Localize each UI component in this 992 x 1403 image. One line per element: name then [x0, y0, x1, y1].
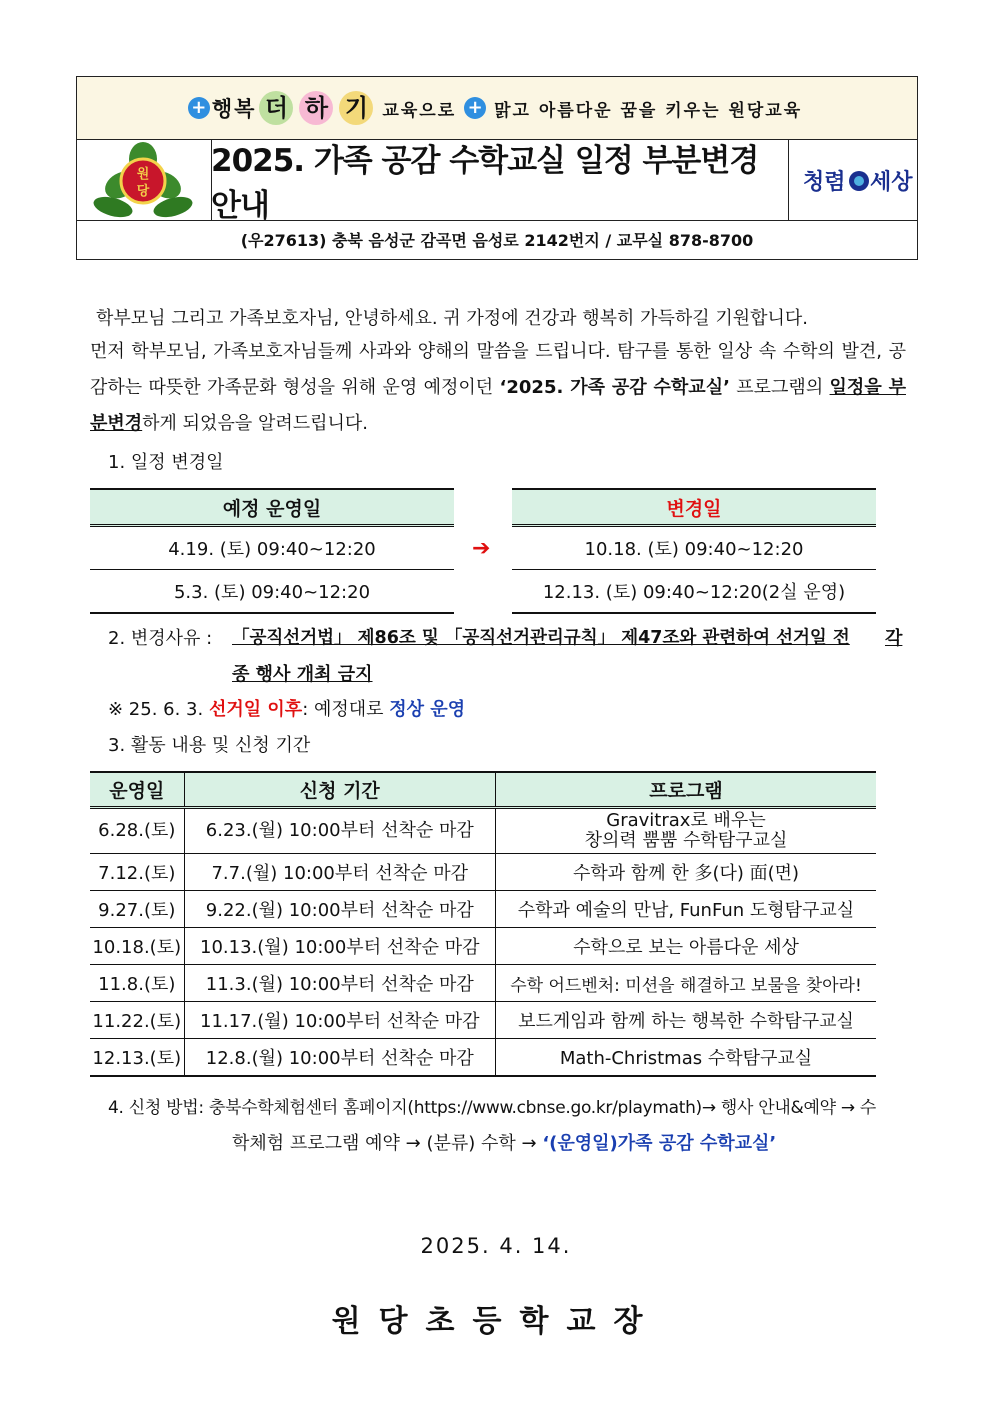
- school-address: (우27613) 충북 음성군 감곡면 음성로 2142번지 / 교무실 878-8700: [240, 230, 754, 250]
- cell-period: 12.8.(월) 10:00부터 선착순 마감: [184, 1039, 495, 1077]
- table-row: [90, 1039, 876, 1077]
- note-blue: 정상 운영: [389, 699, 466, 720]
- highlight-change: 일정을 부분변경: [90, 377, 906, 434]
- cell-program: 수학 어드벤처: 미션을 해결하고 보물을 찾아라!: [496, 965, 877, 1002]
- intro-text-end: 하게 되었음을 알려드립니다.: [142, 413, 368, 434]
- cell-date: 10.18.(토): [90, 928, 184, 965]
- planned-header: 예정 운영일: [90, 489, 454, 526]
- apply-method-line-2: [232, 1129, 776, 1155]
- arrow-right-icon: ➔: [472, 536, 491, 561]
- election-note: [108, 695, 465, 721]
- note-red: 선거일 이후: [208, 699, 303, 720]
- school-logo: [77, 139, 212, 220]
- cell-period: 9.22.(월) 10:00부터 선착순 마감: [184, 891, 495, 928]
- cell-date: 11.22.(토): [90, 1002, 184, 1039]
- plus-icon: +: [188, 97, 210, 119]
- cell-date: 6.28.(토): [90, 808, 184, 854]
- cell-program: [496, 808, 877, 854]
- cell-date: 7.12.(토): [90, 854, 184, 891]
- signature: 원당초등학교장: [331, 1304, 661, 1339]
- col-header-program: 프로그램: [496, 772, 877, 808]
- apply-method-line-1: 4. 신청 방법: 충북수학체험센터 홈페이지(https://www.cbnse.go.kr/playmath)→ 행사 안내&예약 → 수: [108, 1098, 876, 1118]
- table-row: [90, 808, 876, 854]
- table-row: [90, 854, 876, 891]
- section3-title: 3. 활동 내용 및 신청 기간: [108, 735, 311, 756]
- cell-program: 수학과 예술의 만남, FunFun 도형탐구교실: [496, 891, 877, 928]
- planned-date: 4.19. (토) 09:40~12:20: [90, 526, 454, 570]
- cell-program-line2: 창의력 뿜뿜 수학탐구교실: [584, 830, 788, 851]
- col-header-date: 운영일: [90, 772, 184, 808]
- integrity-mark: [788, 139, 917, 220]
- note-prefix: ※ 25. 6. 3.: [108, 699, 204, 720]
- section1-title: 1. 일정 변경일: [108, 452, 224, 473]
- table-row: [90, 891, 876, 928]
- slogan-char-ha: 하: [299, 91, 333, 125]
- slogan-char-gi: 기: [339, 91, 373, 125]
- changed-schedule-table: [512, 488, 876, 614]
- planned-schedule-table: [90, 488, 454, 614]
- title-row: [77, 139, 917, 224]
- logo-char-1: 원: [136, 167, 150, 182]
- cell-date: 12.13.(토): [90, 1039, 184, 1077]
- reason-line-1: 「공직선거법」 제86조 및 「공직선거관리규칙」 제47조와 관련하여 선거일 전: [232, 628, 850, 648]
- apply-line2-prefix: 학체험 프로그램 예약 → (분류) 수학 →: [232, 1133, 537, 1154]
- slogan-middle: 교육으로: [382, 100, 457, 121]
- slogan-banner: [77, 77, 917, 140]
- table-row: [90, 1002, 876, 1039]
- planned-date: 5.3. (토) 09:40~12:20: [90, 570, 454, 614]
- changed-date: 12.13. (토) 09:40~12:20(2실 운영): [512, 570, 876, 614]
- slogan-suffix: 맑고 아름다운 꿈을 키우는 원당교육: [494, 100, 803, 121]
- activity-table: [90, 771, 876, 1077]
- changed-date: 10.18. (토) 09:40~12:20: [512, 526, 876, 570]
- plus-icon: +: [464, 97, 486, 119]
- changed-header: 변경일: [512, 489, 876, 526]
- mark-text-1: 청렴: [803, 170, 846, 195]
- program-name: ‘2025. 가족 공감 수학교실’: [499, 377, 730, 398]
- cell-period: 11.3.(월) 10:00부터 선착순 마감: [184, 965, 495, 1002]
- mark-text-2: 세상: [870, 170, 913, 195]
- section2-label: 2. 변경사유 :: [108, 628, 213, 649]
- apply-line2-blue: ‘(운영일)가족 공감 수학교실’: [542, 1133, 777, 1154]
- cell-period: 10.13.(월) 10:00부터 선착순 마감: [184, 928, 495, 965]
- cell-program: 수학으로 보는 아름다운 세상: [496, 928, 877, 965]
- cell-program: 수학과 함께 한 多(다) 面(면): [496, 854, 877, 891]
- intro-text-2: 프로그램의: [729, 377, 830, 398]
- cell-period: 6.23.(월) 10:00부터 선착순 마감: [184, 808, 495, 854]
- reason-line-1-end: 각: [885, 628, 903, 649]
- slogan-prefix: 행복: [211, 97, 257, 121]
- col-header-period: 신청 기간: [184, 772, 495, 808]
- intro-paragraph: [90, 334, 906, 442]
- cell-program: Math-Christmas 수학탐구교실: [496, 1039, 877, 1077]
- cell-date: 11.8.(토): [90, 965, 184, 1002]
- slogan-char-deo: 더: [259, 91, 293, 125]
- letterhead: [76, 76, 918, 260]
- reason-line-2: 종 행사 개최 금지: [232, 664, 373, 685]
- note-mid: : 예정대로: [302, 699, 384, 720]
- table-row: [90, 965, 876, 1002]
- school-emblem-icon: [77, 139, 211, 220]
- table-row: [90, 928, 876, 965]
- document-date: 2025. 4. 14.: [420, 1234, 572, 1258]
- cell-period: 11.17.(월) 10:00부터 선착순 마감: [184, 1002, 495, 1039]
- logo-char-2: 당: [136, 184, 150, 199]
- greeting-line: 학부모님 그리고 가족보호자님, 안녕하세요. 귀 가정에 건강과 행복히 가득하길 기원합니다.: [96, 308, 809, 329]
- integrity-logo-icon: [789, 139, 917, 220]
- cell-program-line1: Gravitrax로 배우는: [606, 810, 766, 831]
- intro-text: 먼저 학부모님, 가족보호자님들께 사과와 양해의 말씀을 드립니다. 탐구를 통한 일상 속 수학의 발견, 공감하는 따뜻한 가족문화 형성을 위해 운영 예정이던: [90, 341, 906, 398]
- cell-date: 9.27.(토): [90, 891, 184, 928]
- cell-period: 7.7.(월) 10:00부터 선착순 마감: [184, 854, 495, 891]
- cell-program: 보드게임과 함께 하는 행복한 수학탐구교실: [496, 1002, 877, 1039]
- page-title: 2025. 가족 공감 수학교실 일정 부분변경 안내: [211, 142, 759, 224]
